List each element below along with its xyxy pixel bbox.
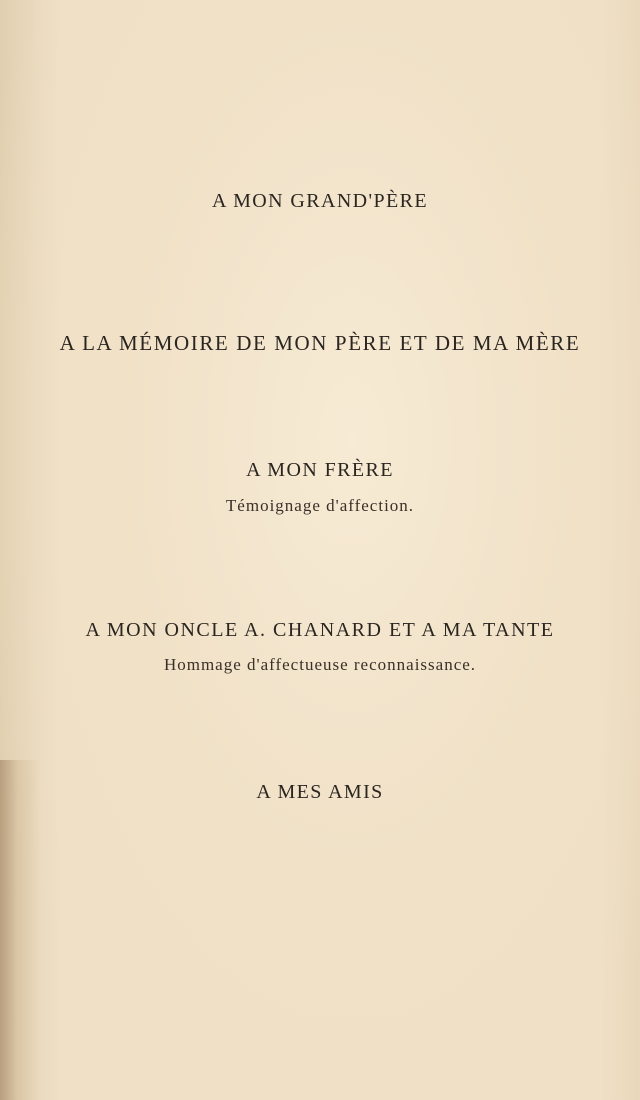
dedication-brother-heading: A MON FRÈRE xyxy=(246,459,394,481)
dedication-friends: A MES AMIS xyxy=(256,781,384,803)
dedication-parents-memory: A LA MÉMOIRE DE MON PÈRE ET DE MA MÈRE xyxy=(59,331,581,355)
dedication-uncle-aunt-heading: A MON ONCLE A. CHANARD ET A MA TANTE xyxy=(85,619,555,641)
dedication-grandfather: A MON GRAND'PÈRE xyxy=(211,190,429,212)
dedication-uncle-aunt-note: Hommage d'affectueuse reconnaissance. xyxy=(163,655,477,674)
dedication-brother-note: Témoignage d'affection. xyxy=(225,496,415,515)
paper-edge-stain xyxy=(0,760,40,1100)
